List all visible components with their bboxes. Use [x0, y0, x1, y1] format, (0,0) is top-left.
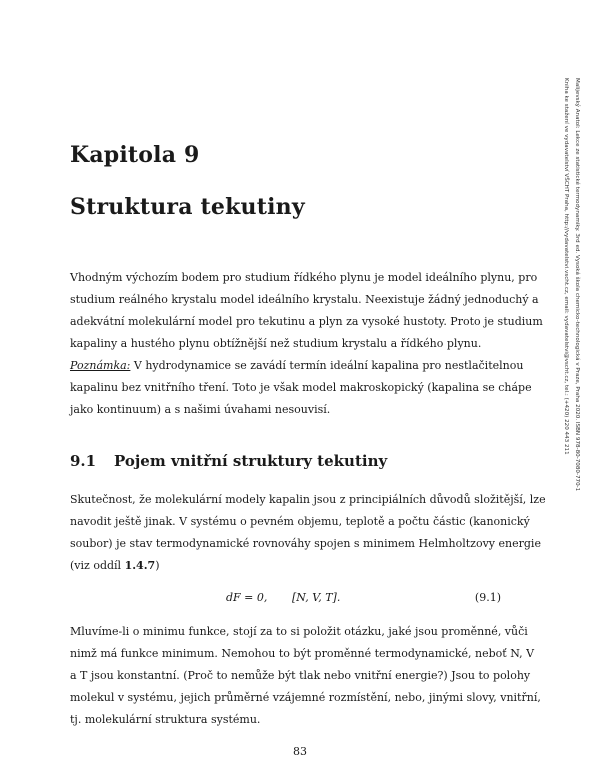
section-heading	[70, 452, 387, 470]
equation-9-1	[70, 588, 501, 610]
text-line: Vhodným výchozím bodem pro studium řídkého plynu je model ideálního plynu, pro	[70, 271, 538, 284]
text-line: tj. molekulární struktura systému.	[70, 713, 261, 726]
text-line: Mluvíme-li o minimu funkce, stojí za to si položit otázku, jaké jsou proměnné, vůči	[70, 625, 528, 638]
page-number: 83	[293, 745, 307, 758]
text-line: navodit ještě jinak. V systému o pevném objemu, teplotě a počtu částic (kanonický	[70, 515, 530, 528]
reference-prefix: (viz oddíl	[70, 559, 125, 572]
side-note-line: Kniha ke stažení ve vydavatelství VŠCHT Praha, http://vydavatelstvi.vscht.cz, email: vydavatelstvi@vscht.cz, tel.: (+420) 220 443 211	[563, 78, 569, 455]
reference-line	[70, 555, 501, 577]
section-paragraph	[70, 489, 546, 577]
section-title: Pojem vnitřní struktury tekutiny	[114, 452, 388, 470]
text-line: kapaliny a hustého plynu obtížnější než studium krystalu a řídkého plynu.	[70, 337, 482, 350]
equation-variables: [N, V, T].	[292, 591, 341, 604]
text-line: nimž má funkce minimum. Nemohou to být proměnné termodynamické, neboť N, V	[70, 647, 535, 660]
text-line: studium reálného krystalu model ideálního krystalu. Neexistuje žádný jednoduchý a	[70, 293, 539, 306]
reference-suffix: )	[155, 559, 160, 572]
text-line: Skutečnost, že molekulární modely kapalin jsou z principiálních důvodů složitější, lze	[70, 493, 546, 506]
chapter-title: Struktura tekutiny	[70, 194, 305, 220]
copyright-side-note	[552, 78, 582, 698]
intro-paragraph	[70, 267, 543, 355]
section-number: 9.1	[70, 452, 97, 470]
note-text: V hydrodynamice se zavádí termín ideální kapalina pro nestlačitelnou	[130, 359, 524, 372]
section-reference-link[interactable]: 1.4.7	[124, 559, 156, 572]
chapter-label: Kapitola 9	[70, 142, 200, 168]
text-line: kapalinu bez vnitřního tření. Toto je však model makroskopický (kapalina se chápe	[70, 381, 532, 394]
text-line: jako kontinuum) a s našimi úvahami nesouvisí.	[70, 403, 331, 416]
text-line: soubor) je stav termodynamické rovnováhy spojen s minimem Helmholtzovy energie	[70, 537, 541, 550]
note-first-line	[70, 355, 524, 377]
note-paragraph	[70, 355, 532, 421]
side-note-line: Malijevský Anatol: Lekce ze statistické termodynamiky. 3rd ed. Vysoká škola chemicko-technologická v Praze, Praha 2020. ISBN 978-80-7080-770-1	[574, 78, 580, 492]
closing-paragraph	[70, 621, 541, 731]
text-line: molekul v systému, jejich průměrné vzájemné rozmístění, nebo, jinými slovy, vnitřní,	[70, 691, 541, 704]
text-line: adekvátní molekulární model pro tekutinu a plyn za vysoké hustoty. Proto je studium	[70, 315, 543, 328]
equation-expression: dF = 0,	[226, 591, 268, 604]
equation-number: (9.1)	[474, 591, 501, 604]
note-label: Poznámka:	[70, 359, 131, 372]
text-line: a T jsou konstantní. (Proč to nemůže být tlak nebo vnitřní energie?) Jsou to polohy	[70, 669, 531, 682]
